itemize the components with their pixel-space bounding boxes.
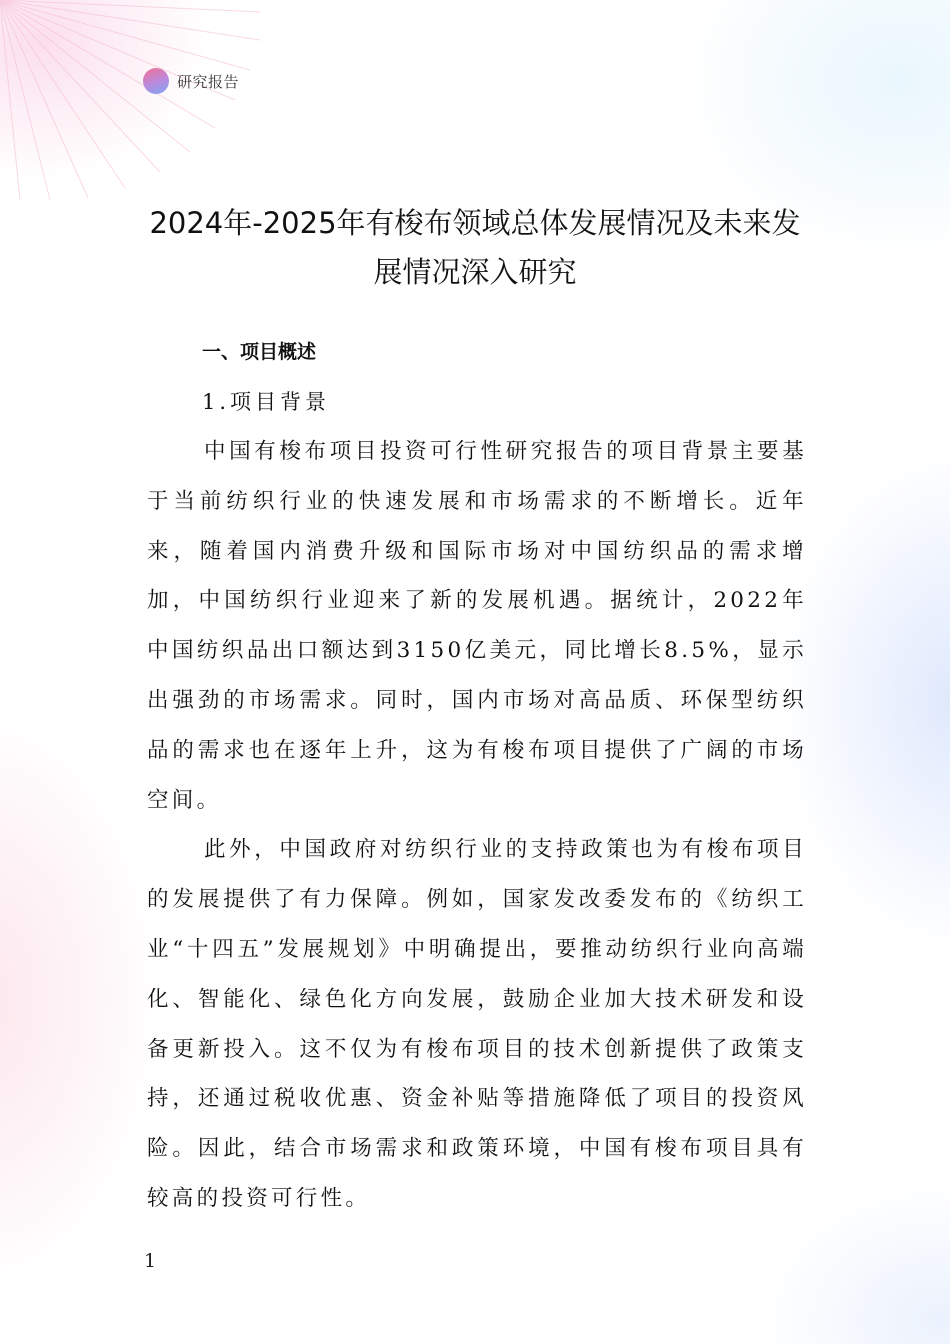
document-title: 2024年-2025年有梭布领域总体发展情况及未来发展情况深入研究 (149, 206, 801, 290)
section-heading: 一、项目概述 (202, 341, 317, 363)
decorative-rays (0, 0, 260, 200)
page-number: 1 (144, 1250, 157, 1272)
subsection-heading: 1.项目背景 (202, 390, 331, 414)
body-paragraph: 中国有梭布项目投资可行性研究报告的项目背景主要基于当前纺织行业的快速发展和市场需求的不断增长。近年来，随着国内消费升级和国际市场对中国纺织品的需求增加，中国纺织行业迎来了新的发展机遇。据统计，2022年中国纺织品出口额达到3150亿美元，同比增长8.5%，显示出强劲的市场需求。同时，国内市场对高品质、环保型纺织品的需求也在逐年上升，这为有梭布项目提供了广阔的市场空间。 (147, 439, 807, 813)
header-label: 研究报告 (177, 72, 240, 91)
report-logo-icon (143, 68, 169, 94)
report-header (143, 68, 239, 94)
body-paragraph: 此外，中国政府对纺织行业的支持政策也为有梭布项目的发展提供了有力保障。例如，国家发改委发布的《纺织工业“十四五”发展规划》中明确提出，要推动纺织行业向高端化、智能化、绿色化方向发展，鼓励企业加大技术研发和设备更新投入。这不仅为有梭布项目的技术创新提供了政策支持，还通过税收优惠、资金补贴等措施降低了项目的投资风险。因此，结合市场需求和政策环境，中国有梭布项目具有较高的投资可行性。 (147, 837, 807, 1211)
document-body (147, 427, 807, 1224)
